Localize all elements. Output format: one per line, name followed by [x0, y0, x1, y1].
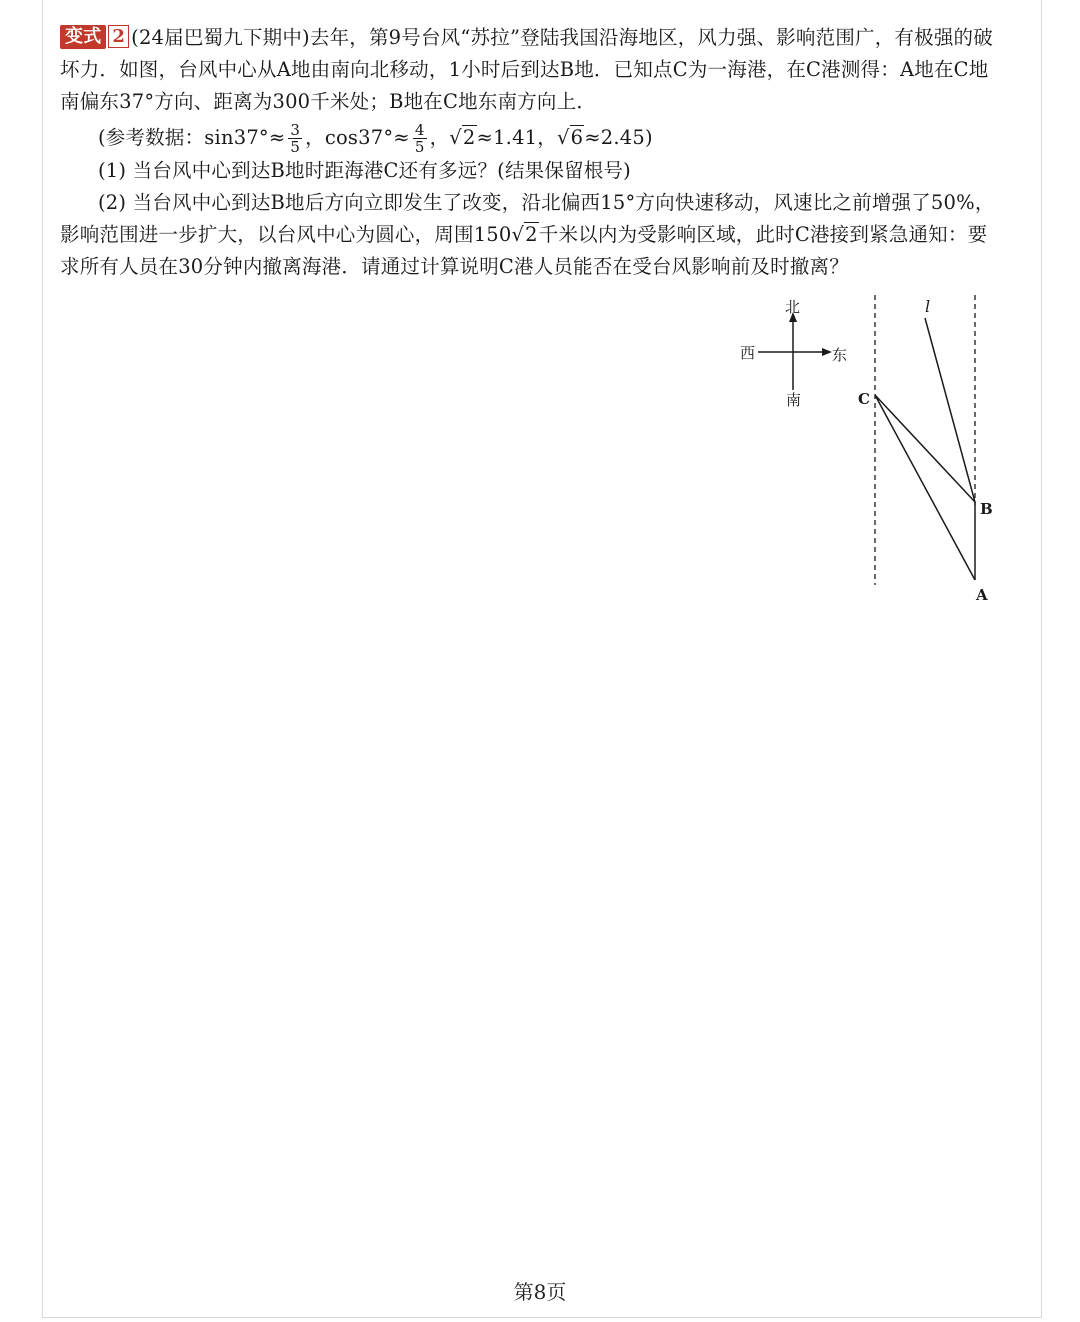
question-2-text-b: 千米以内为受影响区域，此时C港接到紧急通知：要求所有人员在30分钟内撤离海港．请通过计算说明C港人员能否在受台风影响前及时撤离？: [60, 223, 988, 278]
fraction-4-5: [413, 122, 427, 155]
ref-sqrt2-value: ≈1.41，√: [476, 126, 570, 149]
label-l: l: [925, 297, 931, 316]
label-c: C: [858, 390, 870, 408]
question-1: (1) 当台风中心到达B地时距海港C还有多远？(结果保留根号): [98, 159, 631, 182]
ref-sqrt6-radicand: 6: [570, 126, 584, 149]
variant-number: 2: [108, 25, 129, 48]
ref-sqrt2-symbol: ，√: [429, 126, 462, 149]
problem-source: (24届巴蜀九下期中): [131, 26, 310, 49]
fraction-denominator: 5: [290, 138, 301, 156]
compass-south-label: 南: [786, 391, 802, 409]
fraction-numerator: 4: [414, 121, 425, 139]
compass: [740, 298, 847, 409]
ref-sqrt6-value: ≈2.45): [584, 126, 653, 149]
problem-text: [60, 22, 1005, 283]
label-b: B: [980, 500, 993, 518]
compass-west-label: 西: [740, 344, 756, 362]
problem-stem-text: 去年，第9号台风“苏拉”登陆我国沿海地区，风力强、影响范围广，有极强的破坏力．如图，台风中心从A地由南向北移动，1小时后到达B地．已知点C为一海港，在C港测得：A地在C地南偏东37°方向、距离为300千米处；B地在C地东南方向上．: [60, 26, 993, 113]
compass-north-label: 北: [785, 298, 801, 316]
typhoon-diagram: [720, 290, 1020, 610]
fraction-3-5: [288, 122, 302, 155]
compass-east-arrow: [822, 348, 832, 356]
reference-data: [60, 122, 1005, 155]
segment-ca: [875, 395, 975, 580]
compass-east-label: 东: [832, 346, 848, 364]
variant-tag: 变式: [60, 25, 106, 49]
question-2: [60, 187, 1005, 283]
ref-cos-label: ，cos37°≈: [305, 126, 410, 149]
fraction-denominator: 5: [414, 138, 425, 156]
question-2-radicand: 2: [525, 223, 538, 246]
page-number: 第8页: [513, 1280, 567, 1304]
ref-sqrt2-radicand: 2: [462, 126, 476, 149]
problem-stem: [60, 22, 1005, 118]
question-2-text-a: (2) 当台风中心到达B地后方向立即发生了改变，沿北偏西15°方向快速移动，风速比之前增强了50%，影响范围进一步扩大，以台风中心为圆心，周围150√: [60, 191, 995, 246]
ref-sin-label: (参考数据：sin37°≈: [98, 126, 286, 149]
fraction-numerator: 3: [290, 121, 301, 139]
label-a: A: [976, 586, 988, 604]
